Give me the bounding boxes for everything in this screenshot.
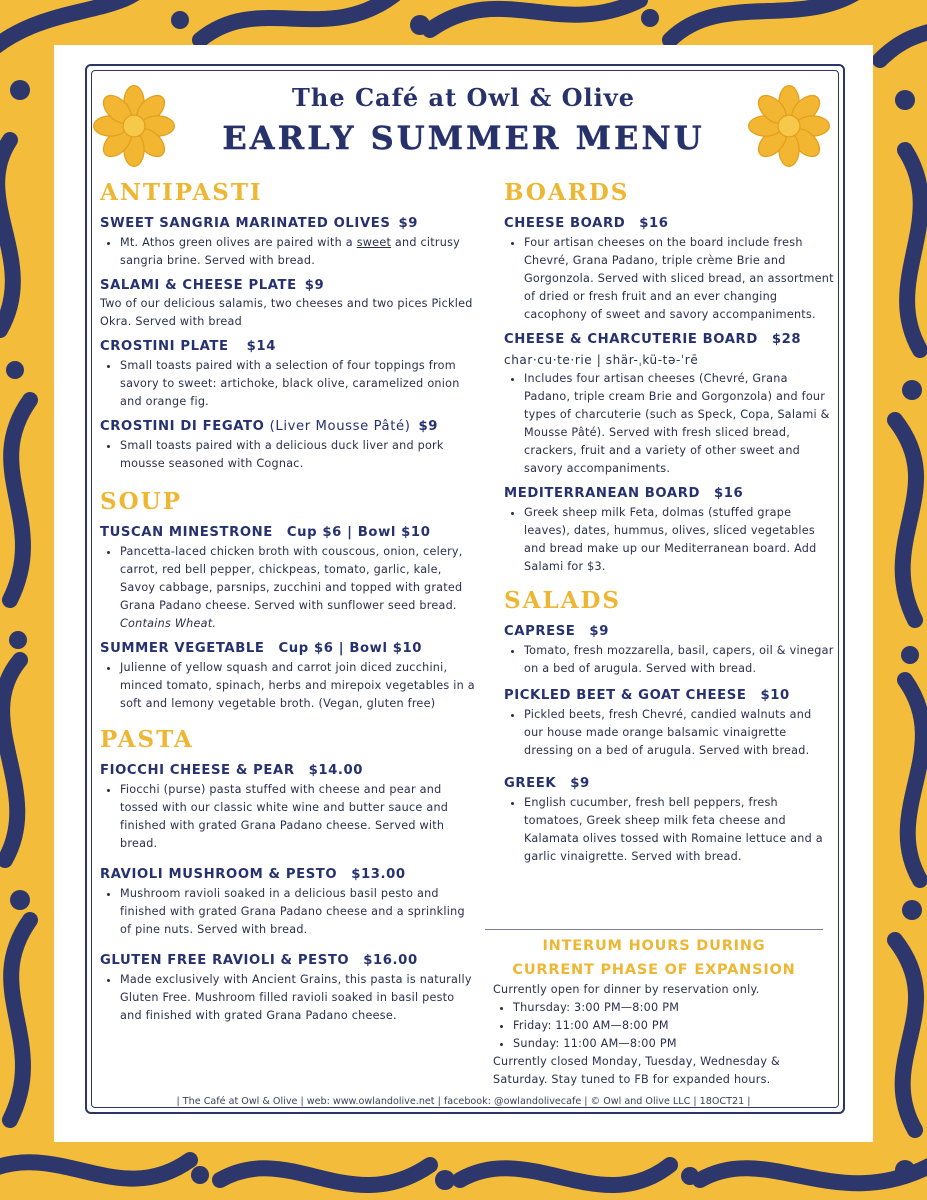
section-title-soup: SOUP: [100, 488, 182, 515]
cafe-name: The Café at Owl & Olive: [292, 83, 635, 112]
hours-closed: Currently closed Monday, Tuesday, Wednesday & Saturday. Stay tuned to FB for expanded hours.: [493, 1055, 780, 1086]
menu-item: [100, 337, 478, 411]
menu-item: [100, 865, 478, 939]
item-price: $16: [639, 216, 669, 231]
item-price: $9: [570, 776, 590, 791]
item-name: SWEET SANGRIA MARINATED OLIVES: [100, 216, 391, 231]
hours-day: • Friday: 11:00 AM—8:00 PM: [513, 1017, 823, 1035]
menu-item: [100, 761, 478, 853]
item-description: • Tomato, fresh mozzarella, basil, capers, oil & vinegar on a bed of arugula. Served with bread.: [524, 642, 834, 678]
item-name: SUMMER VEGETABLE: [100, 641, 265, 656]
item-name: FIOCCHI CHEESE & PEAR: [100, 763, 295, 778]
item-name: RAVIOLI MUSHROOM & PESTO: [100, 867, 338, 882]
item-description: • Includes four artisan cheeses (Chevré, Grana Padano, triple cream Brie and Gorgonzola) and four types of charcuterie (such as Speck, Copa, Salami & Mousse Pâté). Served with fresh sliced bread, crackers, fruit and a variety of other sweet and savory accompaniments.: [524, 370, 834, 478]
item-name: GLUTEN FREE RAVIOLI & PESTO: [100, 953, 350, 968]
item-name: CHEESE & CHARCUTERIE BOARD: [504, 332, 758, 347]
item-name: SALAMI & CHEESE PLATE: [100, 278, 297, 293]
item-price: $9: [418, 419, 439, 434]
item-price: $9: [304, 278, 325, 293]
menu-item: [100, 523, 478, 633]
item-price: $16: [714, 486, 744, 501]
item-price: $28: [771, 332, 802, 347]
item-price: $14: [246, 339, 276, 354]
menu-item: [504, 330, 834, 478]
menu-item: [100, 639, 478, 713]
item-name: CHEESE BOARD: [504, 216, 626, 231]
item-price: $9: [589, 624, 609, 639]
item-description: • Mushroom ravioli soaked in a delicious basil pesto and finished with grated Grana Padano cheese and a sprinkling of pine nuts. Served with bread.: [120, 885, 478, 939]
menu-item: [504, 774, 834, 866]
menu-item: [504, 622, 834, 678]
item-name: CAPRESE: [504, 624, 576, 639]
item-description: • Small toasts paired with a delicious duck liver and pork mousse seasoned with Cognac.: [120, 437, 478, 473]
menu-item: [504, 484, 834, 576]
item-description: • Pancetta-laced chicken broth with couscous, onion, celery, carrot, red bell pepper, chickpeas, tomato, garlic, kale, Savoy cabbage, parsnips, zucchini and topped with grated Grana Padano cheese. Served with sunflower seed bread. Contains Wheat.: [120, 543, 478, 633]
item-name: PICKLED BEET & GOAT CHEESE: [504, 688, 747, 703]
menu-item: [100, 417, 478, 473]
item-description: • Greek sheep milk Feta, dolmas (stuffed grape leaves), dates, hummus, olives, sliced vegetables and bread make up our Mediterranean board. Add Salami for $3.: [524, 504, 834, 576]
left-column: [100, 178, 478, 1031]
item-description: • Small toasts paired with a selection of four toppings from savory to sweet: artichoke, black olive, caramelized onion and orange fig.: [120, 357, 478, 411]
item-name: CROSTINI DI FEGATO: [100, 419, 265, 434]
item-description: Two of our delicious salamis, two cheeses and two pices Pickled Okra. Served with bread: [100, 297, 473, 328]
section-title-boards: BOARDS: [504, 179, 630, 206]
item-name: CROSTINI PLATE: [100, 339, 229, 354]
item-description: • Made exclusively with Ancient Grains, this pasta is naturally Gluten Free. Mushroom filled ravioli soaked in basil pesto and finished with grated Grana Padano cheese.: [120, 971, 478, 1025]
menu-item: [504, 214, 834, 324]
hours-day: • Thursday: 3:00 PM—8:00 PM: [513, 999, 823, 1017]
hours-title: INTERUM HOURS DURING CURRENT PHASE OF EXPANSION: [512, 938, 796, 978]
item-description: • Julienne of yellow squash and carrot join diced zucchini, minced tomato, spinach, herbs and mirepoix vegetables in a soft and lemony vegetable broth. (Vegan, gluten free): [120, 659, 478, 713]
menu-item: [100, 214, 478, 270]
pronunciation: char·cu·te·rie | shär-ˌkü-tə-ˈrē: [504, 353, 699, 367]
item-description: • Four artisan cheeses on the board include fresh Chevré, Grana Padano, triple crème Brie and Gorgonzola. Served with sliced bread, an assortment of dried or fresh fruit and an ever changing cacophony of sweet and savory accompaniments.: [524, 234, 834, 324]
item-price: $16.00: [363, 953, 418, 968]
section-title-pasta: PASTA: [100, 726, 194, 753]
section-title-salads: SALADS: [504, 587, 622, 614]
item-price: Cup $6 | Bowl $10: [286, 525, 431, 540]
item-description: • Fiocchi (purse) pasta stuffed with cheese and pear and tossed with our classic white wine and butter sauce and finished with grated Grana Padano cheese. Served with bread.: [120, 781, 478, 853]
right-column: [504, 178, 834, 872]
menu-item: [504, 686, 834, 760]
item-name: TUSCAN MINESTRONE: [100, 525, 273, 540]
item-name-extra: (Liver Mousse Pâté): [269, 419, 411, 434]
item-name: GREEK: [504, 776, 557, 791]
hours-section: [493, 981, 823, 1089]
item-price: $9: [398, 216, 419, 231]
item-price: $13.00: [351, 867, 406, 882]
item-description: • Mt. Athos green olives are paired with a sweet and citrusy sangria brine. Served with bread.: [120, 234, 478, 270]
hours-divider: [485, 929, 823, 930]
menu-item: [100, 276, 478, 331]
menu-title: EARLY SUMMER MENU: [222, 119, 705, 157]
section-title-antipasti: ANTIPASTI: [100, 179, 263, 206]
item-name: MEDITERRANEAN BOARD: [504, 486, 700, 501]
item-description: • English cucumber, fresh bell peppers, fresh tomatoes, Greek sheep milk feta cheese and Kalamata olives tossed with Romaine lettuce and a garlic vinaigrette. Served with bread.: [524, 794, 834, 866]
item-price: $14.00: [308, 763, 364, 778]
item-price: Cup $6 | Bowl $10: [278, 641, 423, 656]
footer: | The Café at Owl & Olive | web: www.owlandolive.net | facebook: @owlandolivecafe | © Owl and Olive LLC | 18OCT21 |: [176, 1096, 751, 1107]
hours-intro: Currently open for dinner by reservation only.: [493, 983, 760, 996]
menu-item: [100, 951, 478, 1025]
item-description: • Pickled beets, fresh Chevré, candied walnuts and our house made orange balsamic vinaigrette dressing on a bed of arugula. Served with bread.: [524, 706, 834, 760]
hours-day: • Sunday: 11:00 AM—8:00 PM: [513, 1035, 823, 1053]
item-price: $10: [760, 688, 790, 703]
